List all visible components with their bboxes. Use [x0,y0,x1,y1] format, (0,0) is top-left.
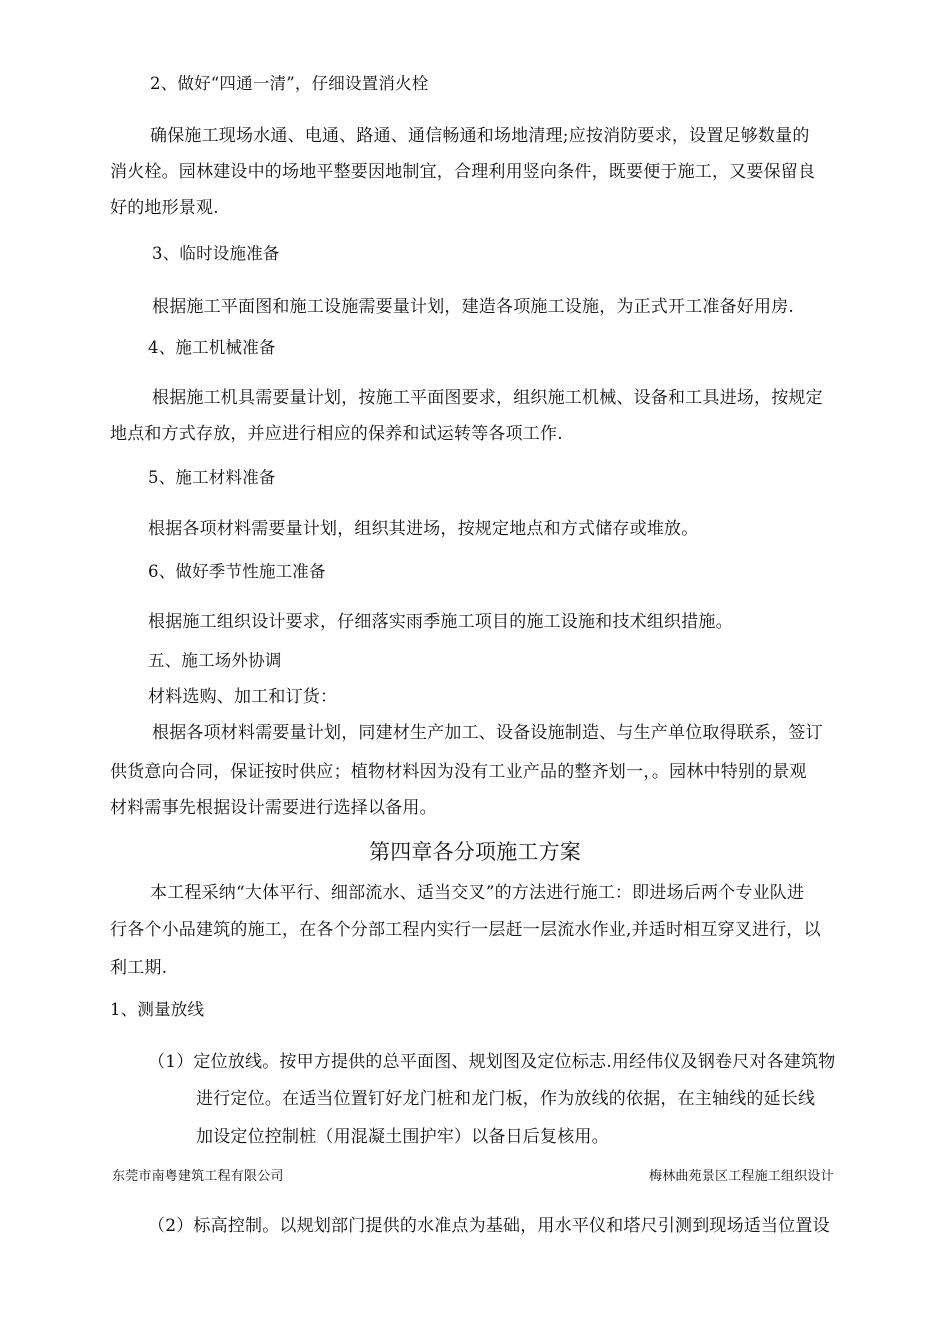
chapter-intro-line-2: 行各个小品建筑的施工，在各个分部工程内实行一层赶一层流水作业,并适时相互穿叉进行，以 [110,920,821,940]
section-6-body: 根据施工组织设计要求，仔细落实雨季施工项目的施工设施和技术组织措施。 [148,612,733,632]
footer-doc-title: 梅林曲苑景区工程施工组织设计 [649,1169,834,1184]
section-2-title: 2、做好“四通一清”，仔细设置消火栓 [150,74,429,93]
chapter-intro-line-3: 利工期. [110,958,168,978]
section-2-body-line-2: 消火栓。园林建设中的场地平整要因地制宜，合理利用竖向条件，既要便于施工，又要保留良 [110,162,816,182]
part-5-body-line-1: 根据各项材料需要量计划，同建材生产加工、设备设施制造、与生产单位取得联系，签订 [152,723,823,743]
part-5-subtitle: 材料选购、加工和订货： [148,687,338,707]
section-2-body-line-3: 好的地形景观. [110,198,219,218]
section-6-title: 6、做好季节性施工准备 [148,562,326,581]
part-5-body-line-3: 材料需事先根据设计需要进行选择以备用。 [110,798,437,818]
chapter-title: 第四章各分项施工方案 [369,840,581,864]
section-2-body-line-1: 确保施工现场水通、电通、路通、通信畅通和场地清理;应按消防要求，设置足够数量的 [150,126,810,146]
item-1-2-line-1: （2）标高控制。以规划部门提供的水准点为基础，用水平仪和塔尺引测到现场适当位置设 [148,1216,830,1236]
section-4-body-line-1: 根据施工机具需要量计划，按施工平面图要求，组织施工机械、设备和工具进场，按规定 [152,388,823,408]
section-5-body: 根据各项材料需要量计划，组织其进场，按规定地点和方式储存或堆放。 [148,519,699,539]
section-4-title: 4、施工机械准备 [148,338,276,357]
part-5-title: 五、施工场外协调 [148,651,282,670]
section-3-body: 根据施工平面图和施工设施需要量计划，建造各项施工设施，为正式开工准备好用房. [152,297,795,317]
item-1-1-line-2: 进行定位。在适当位置钉好龙门桩和龙门板，作为放线的依据，在主轴线的延长线 [196,1089,816,1109]
item-1-1-line-3: 加设定位控制桩（用混凝土围护牢）以备日后复核用。 [196,1127,609,1147]
section-3-title: 3、临时设施准备 [152,244,280,263]
section-5-title: 5、施工材料准备 [148,468,276,487]
item-1-title: 1、测量放线 [110,1000,205,1019]
item-1-1-line-1: （1）定位放线。按甲方提供的总平面图、规划图及定位标志.用经伟仪及钢卷尺对各建筑物 [148,1052,836,1072]
part-5-body-line-2: 供货意向合同，保证按时供应；植物材料因为没有工业产品的整齐划一，。园林中特别的景观 [110,762,807,782]
chapter-intro-line-1: 本工程采纳“大体平行、细部流水、适当交叉”的方法进行施工：即进场后两个专业队进 [150,883,805,903]
section-4-body-line-2: 地点和方式存放，并应进行相应的保养和试运转等各项工作. [110,424,563,444]
footer-company: 东莞市南粤建筑工程有限公司 [112,1169,284,1184]
